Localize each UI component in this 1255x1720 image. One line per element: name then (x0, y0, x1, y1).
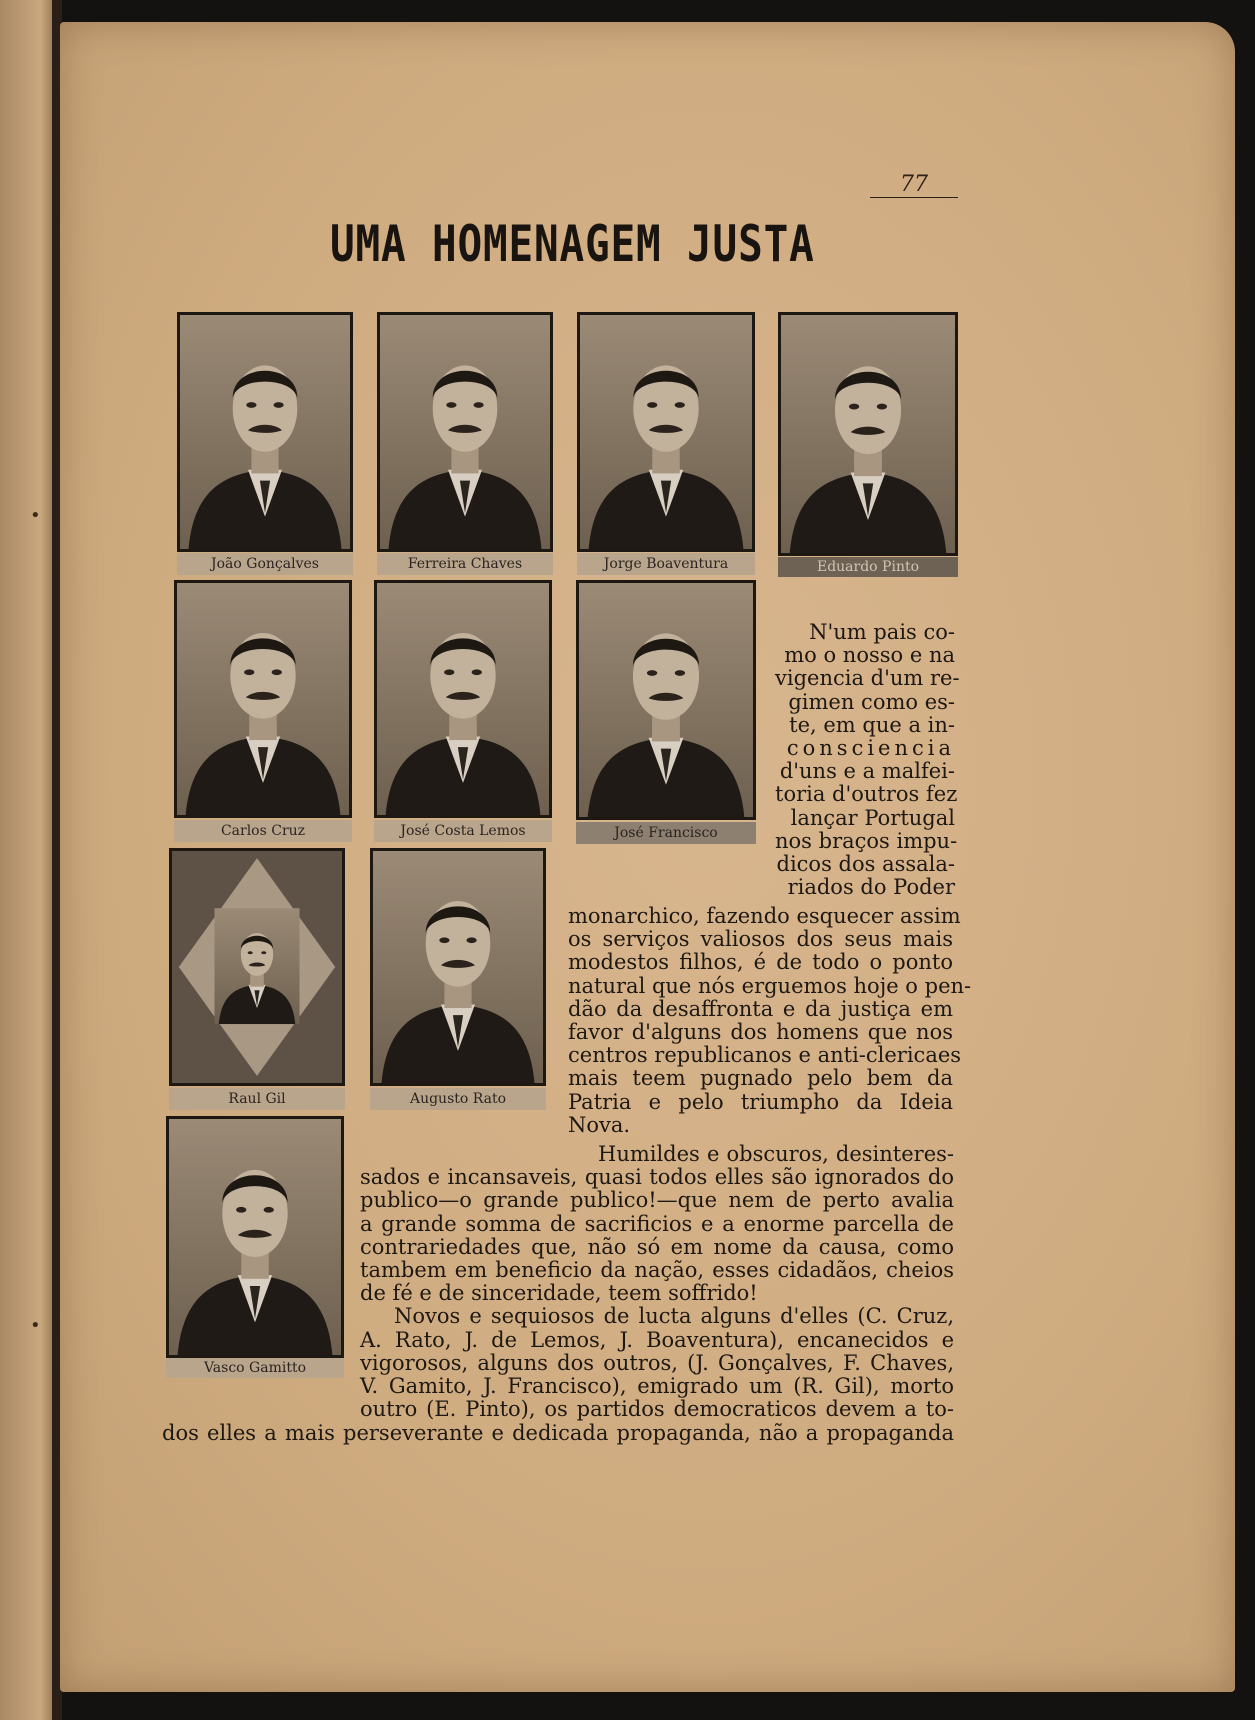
article-line: mais teem pugnado pelo bem da (568, 1066, 953, 1091)
portrait-image (579, 583, 753, 817)
facing-page-edge (0, 0, 58, 1720)
article-line: Humildes e obscuros, desinteres- (598, 1142, 954, 1166)
article-line: centros republicanos e anti-clericaes (568, 1043, 962, 1068)
portrait-image (169, 1119, 341, 1355)
article-line: a grande somma de sacrificios e a enorme parcella de (360, 1211, 954, 1236)
article-line: de fé e de sinceridade, teem soffrido! (360, 1281, 758, 1306)
article-line: Nova. (568, 1112, 631, 1137)
portrait-photo (370, 848, 546, 1086)
article-line: d'uns e a malfei- (779, 759, 955, 784)
margin-mark: • (30, 505, 41, 526)
portrait-photo (166, 1116, 344, 1358)
article-line: riados do Poder (787, 875, 955, 900)
portrait-caption: Eduardo Pinto (778, 557, 958, 577)
portrait-caption: Jorge Boaventura (577, 553, 755, 575)
portrait-image (377, 583, 549, 815)
article-line: natural que nós erguemos hoje o pen- (568, 973, 972, 998)
article-column-wide (360, 1143, 954, 1421)
article-line: nos braços impu- (775, 828, 958, 853)
article-line: lançar Portugal (790, 805, 955, 830)
portrait-caption: José Costa Lemos (374, 820, 552, 842)
article-line: dão da desaffronta e da justiça em (568, 996, 953, 1021)
portrait-photo (577, 312, 755, 552)
article-line: outro (E. Pinto), os partidos democraticos devem a to- (360, 1397, 954, 1422)
article-line: os serviços valiosos dos seus mais (568, 927, 953, 952)
article-line: dos elles a mais perseverante e dedicada propaganda, não a propaganda (162, 1421, 954, 1445)
page-title: UMA HOMENAGEM JUSTA (330, 215, 815, 273)
article-line: dicos dos assala- (776, 852, 955, 877)
portrait-caption: João Gonçalves (177, 553, 353, 575)
article-line: mo o nosso e na (784, 643, 955, 668)
portrait-photo (576, 580, 756, 820)
article-line: sados e incansaveis, quasi todos elles são ignorados do (360, 1165, 954, 1190)
article-line: vigorosos, alguns dos outros, (J. Gonçalves, F. Chaves, (360, 1350, 954, 1375)
article-line: Novos e sequiosos de lucta alguns d'elles (C. Cruz, (394, 1304, 954, 1329)
portrait-image (180, 315, 350, 549)
article-line: contrariedades que, não só em nome da causa, como (360, 1234, 954, 1259)
portrait-caption: Carlos Cruz (174, 820, 352, 842)
portrait-image (781, 315, 955, 553)
article-line: gimen como es- (788, 689, 955, 714)
article-line: te, em que a in- (789, 712, 955, 737)
margin-mark: • (30, 1315, 41, 1336)
article-line: modestos filhos, é de todo o ponto (568, 950, 953, 975)
portrait-photo (174, 580, 352, 818)
portrait-image (380, 315, 550, 549)
portrait-caption: Augusto Rato (370, 1088, 546, 1110)
portrait-image (580, 315, 752, 549)
portrait-image (172, 851, 342, 1083)
article-line: vigencia d'um re- (775, 666, 960, 691)
article-line: Patria e pelo triumpho da Ideia (568, 1089, 953, 1114)
page-number: 77 (870, 172, 958, 198)
article-line: publico—o grande publico!—que nem de perto avalia (360, 1188, 954, 1213)
portrait-photo (374, 580, 552, 818)
portrait-caption: Vasco Gamitto (166, 1358, 344, 1378)
article-line: tambem em beneficio da nação, esses cidadãos, cheios (360, 1258, 954, 1283)
portrait-image (177, 583, 349, 815)
portrait-image (373, 851, 543, 1083)
article-column-middle (568, 904, 972, 1137)
article-column-full (162, 1422, 954, 1445)
portrait-photo (169, 848, 345, 1086)
article-line: monarchico, fazendo esquecer assim (568, 904, 961, 928)
article-line: toria d'outros fez (775, 782, 958, 807)
article-column-right (775, 620, 960, 900)
portrait-photo (778, 312, 958, 556)
portrait-photo (377, 312, 553, 552)
portrait-photo (177, 312, 353, 552)
portrait-caption: Raul Gil (169, 1088, 345, 1110)
portrait-caption: Ferreira Chaves (377, 553, 553, 575)
portrait-caption: José Francisco (576, 822, 756, 844)
article-line: favor d'alguns dos homens que nos (568, 1020, 953, 1045)
article-line: N'um pais co- (809, 620, 955, 644)
article-line: A. Rato, J. de Lemos, J. Boaventura), encanecidos e (360, 1327, 954, 1352)
article-line: V. Gamito, J. Francisco), emigrado um (R. Gil), morto (360, 1374, 954, 1399)
article-line: consciencia (786, 736, 955, 761)
